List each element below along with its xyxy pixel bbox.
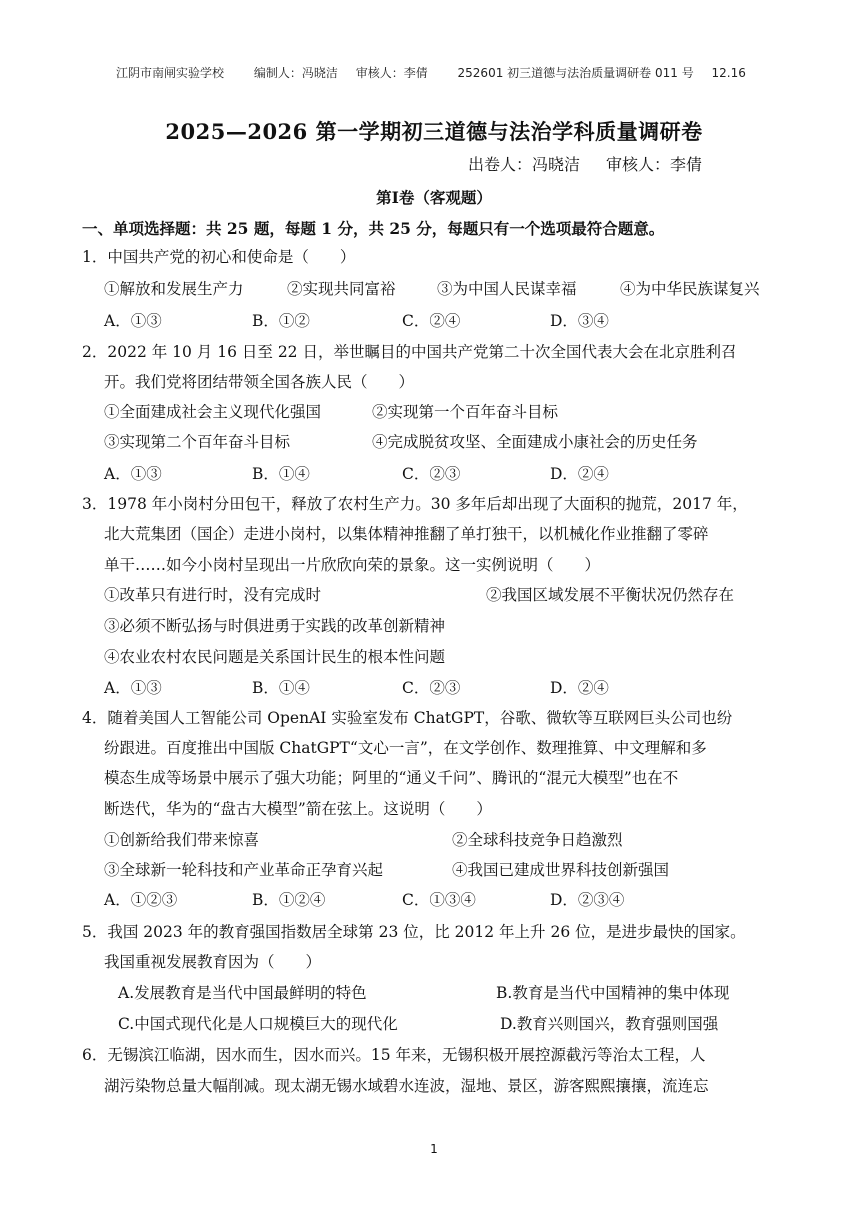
q4-option-a: A．①②③ (104, 891, 178, 909)
q2-option-b: B．①④ (252, 465, 310, 483)
q3-option-a: A．①③ (104, 679, 162, 697)
q1-statement-2: ②实现共同富裕 (287, 280, 396, 298)
q1-statement-1: ①解放和发展生产力 (104, 280, 244, 298)
q1-stem: 1．中国共产党的初心和使命是（ ） (82, 248, 356, 266)
q5-stem-line1: 5．我国 2023 年的教育强国指数居全球第 23 位，比 2012 年上升 26 位，是进步最快的国家。 (82, 923, 746, 941)
header-reviewer: 审核人：李倩 (355, 66, 428, 80)
q2-statement-4: ④完成脱贫攻坚、全面建成小康社会的历史任务 (372, 433, 698, 451)
running-header (116, 64, 760, 81)
part-title: 第Ⅰ卷（客观题） (376, 188, 492, 207)
q3-stem-line2: 北大荒集团（国企）走进小岗村，以集体精神推翻了单打独干，以机械化作业推翻了零碎 (104, 525, 709, 543)
q1-statement-4: ④为中华民族谋复兴 (620, 280, 760, 298)
q5-option-d: D.教育兴则国兴，教育强则国强 (500, 1015, 719, 1033)
header-compiler: 编制人：冯晓洁 (253, 66, 338, 80)
q2-statement-3: ③实现第二个百年奋斗目标 (104, 433, 291, 451)
q2-option-c: C．②③ (402, 465, 461, 483)
q3-option-b: B．①④ (252, 679, 310, 697)
q4-statement-1: ①创新给我们带来惊喜 (104, 831, 260, 849)
paper-setter: 出卷人：冯晓洁 (468, 155, 581, 174)
q4-stem-line4: 断迭代，华为的“盘古大模型”箭在弦上。这说明（ ） (104, 800, 492, 818)
q3-option-c: C．②③ (402, 679, 461, 697)
q4-stem-line3: 模态生成等场景中展示了强大功能；阿里的“通义千问”、腾讯的“混元大模型”也在不 (104, 769, 679, 787)
q3-option-d: D．②④ (550, 679, 609, 697)
q4-stem-line1: 4．随着美国人工智能公司 OpenAI 实验室发布 ChatGPT，谷歌、微软等互联网巨头公司也纷 (82, 709, 733, 727)
q4-statement-2: ②全球科技竞争日趋激烈 (452, 831, 623, 849)
page-number: 1 (430, 1142, 438, 1156)
q5-option-b: B.教育是当代中国精神的集中体现 (496, 984, 730, 1002)
q2-option-d: D．②④ (550, 465, 609, 483)
q2-stem-line2: 开。我们党将团结带领全国各族人民（ ） (104, 373, 415, 391)
header-doc-code: 252601 初三道德与法治质量调研卷 011 号 (457, 66, 694, 80)
q3-statement-4: ④农业农村农民问题是关系国计民生的根本性问题 (104, 648, 446, 666)
page-title: 2025—2026 第一学期初三道德与法治学科质量调研卷 (165, 119, 703, 144)
q2-statement-1: ①全面建成社会主义现代化强国 (104, 403, 322, 421)
q4-statement-3: ③全球新一轮科技和产业革命正孕育兴起 (104, 861, 384, 879)
q1-option-a: A．①③ (104, 312, 162, 330)
q5-option-a: A.发展教育是当代中国最鲜明的特色 (118, 984, 367, 1002)
q2-stem-line1: 2．2022 年 10 月 16 日至 22 日，举世瞩目的中国共产党第二十次全国代表大会在北京胜利召 (82, 343, 737, 361)
q3-statement-1: ①改革只有进行时，没有完成时 (104, 586, 322, 604)
paper-reviewer: 审核人：李倩 (606, 155, 703, 174)
q5-stem-line2: 我国重视发展教育因为（ ） (104, 953, 322, 971)
q3-stem-line3: 单干……如今小岗村呈现出一片欣欣向荣的景象。这一实例说明（ ） (104, 556, 601, 574)
q1-option-d: D．③④ (550, 312, 609, 330)
header-school: 江阴市南闸实验学校 (116, 66, 225, 80)
q5-option-c: C.中国式现代化是人口规模巨大的现代化 (118, 1015, 398, 1033)
q4-statement-4: ④我国已建成世界科技创新强国 (452, 861, 670, 879)
section-title: 一、单项选择题：共 25 题，每题 1 分，共 25 分，每题只有一个选项最符合题意。 (82, 219, 665, 238)
q6-stem-line2: 湖污染物总量大幅削减。现太湖无锡水域碧水连波，湿地、景区，游客熙熙攘攘，流连忘 (104, 1077, 709, 1095)
authors-line (468, 152, 702, 175)
q6-stem-line1: 6．无锡滨江临湖，因水而生，因水而兴。15 年来，无锡积极开展控源截污等治太工程，人 (82, 1046, 706, 1064)
q1-option-c: C．②④ (402, 312, 461, 330)
q3-stem-line1: 3．1978 年小岗村分田包干，释放了农村生产力。30 多年后却出现了大面积的抛荒，2017 年， (82, 495, 748, 513)
q4-stem-line2: 纷跟进。百度推出中国版 ChatGPT“文心一言”，在文学创作、数理推算、中文理解和多 (104, 739, 707, 757)
q4-option-b: B．①②④ (252, 891, 326, 909)
header-date: 12.16 (711, 66, 746, 80)
q3-statement-3: ③必须不断弘扬与时俱进勇于实践的改革创新精神 (104, 617, 446, 635)
q4-option-c: C．①③④ (402, 891, 476, 909)
q2-option-a: A．①③ (104, 465, 162, 483)
q1-statement-3: ③为中国人民谋幸福 (437, 280, 577, 298)
q4-option-d: D．②③④ (550, 891, 625, 909)
q2-statement-2: ②实现第一个百年奋斗目标 (372, 403, 559, 421)
q1-option-b: B．①② (252, 312, 310, 330)
q3-statement-2: ②我国区域发展不平衡状况仍然存在 (486, 586, 735, 604)
